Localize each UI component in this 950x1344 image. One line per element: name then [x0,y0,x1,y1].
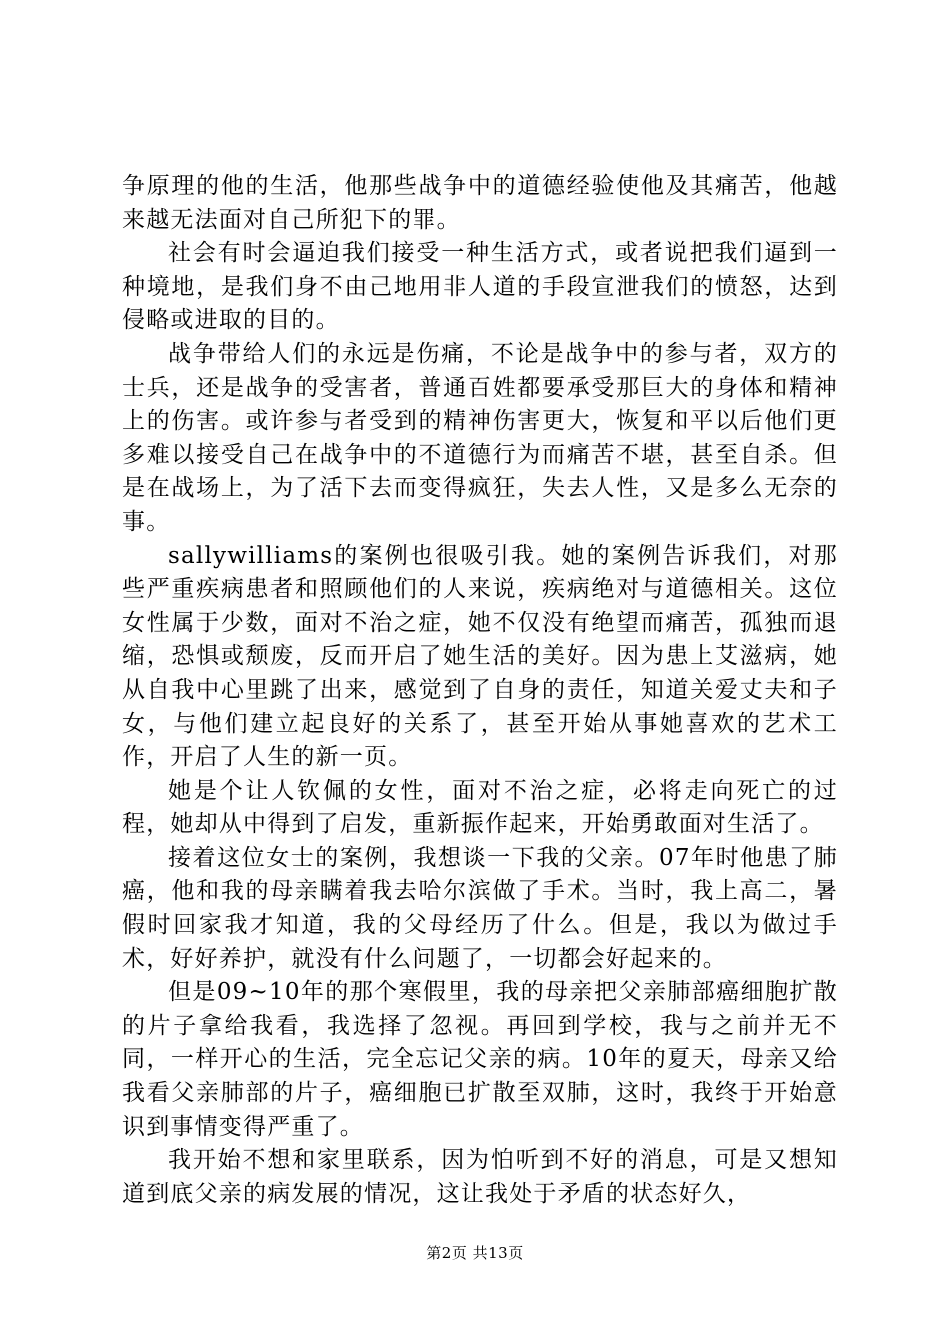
paragraph: 战争带给人们的永远是伤痛，不论是战争中的参与者，双方的士兵，还是战争的受害者，普通百姓都要承受那巨大的身体和精神上的伤害。或许参与者受到的精神伤害更大，恢复和平以后他们更多难以接受自己在战争中的不道德行为而痛苦不堪，甚至自杀。但是在战场上，为了活下去而变得疯狂，失去人性，又是多么无奈的事。 [122,340,838,535]
page-number-label: 第2页 共13页 [426,1244,524,1262]
paragraph: 接着这位女士的案例，我想谈一下我的父亲。07年时他患了肺癌，他和我的母亲瞒着我去哈尔滨做了手术。当时，我上高二，暑假时回家我才知道，我的父母经历了什么。但是，我以为做过手术，好好养护，就没有什么问题了，一切都会好起来的。 [122,844,838,972]
body-text [122,170,838,1211]
paragraph: 但是09~10年的那个寒假里，我的母亲把父亲肺部癌细胞扩散的片子拿给我看，我选择了忽视。再回到学校，我与之前并无不同，一样开心的生活，完全忘记父亲的病。10年的夏天，母亲又给我看父亲肺部的片子，癌细胞已扩散至双肺，这时，我终于开始意识到事情变得严重了。 [122,979,838,1140]
paragraph: 社会有时会逼迫我们接受一种生活方式，或者说把我们逼到一种境地，是我们身不由己地用非人道的手段宣泄我们的愤怒，达到侵略或进取的目的。 [122,240,838,334]
paragraph: sallywilliams的案例也很吸引我。她的案例告诉我们，对那些严重疾病患者和照顾他们的人来说，疾病绝对与道德相关。这位女性属于少数，面对不治之症，她不仅没有绝望而痛苦，孤独而退缩，恐惧或颓废，反而开启了她生活的美好。因为患上艾滋病，她从自我中心里跳了出来，感觉到了自身的责任，知道关爱丈夫和子女，与他们建立起良好的关系了，甚至开始从事她喜欢的艺术工作，开启了人生的新一页。 [122,542,838,771]
paragraph: 我开始不想和家里联系，因为怕听到不好的消息，可是又想知道到底父亲的病发展的情况，这让我处于矛盾的状态好久， [122,1147,838,1207]
page-footer [0,1243,950,1263]
paragraph: 她是个让人钦佩的女性，面对不治之症，必将走向死亡的过程，她却从中得到了启发，重新振作起来，开始勇敢面对生活了。 [122,777,838,838]
paragraph-continued: 争原理的他的生活，他那些战争中的道德经验使他及其痛苦，他越来越无法面对自己所犯下的罪。 [122,173,838,233]
